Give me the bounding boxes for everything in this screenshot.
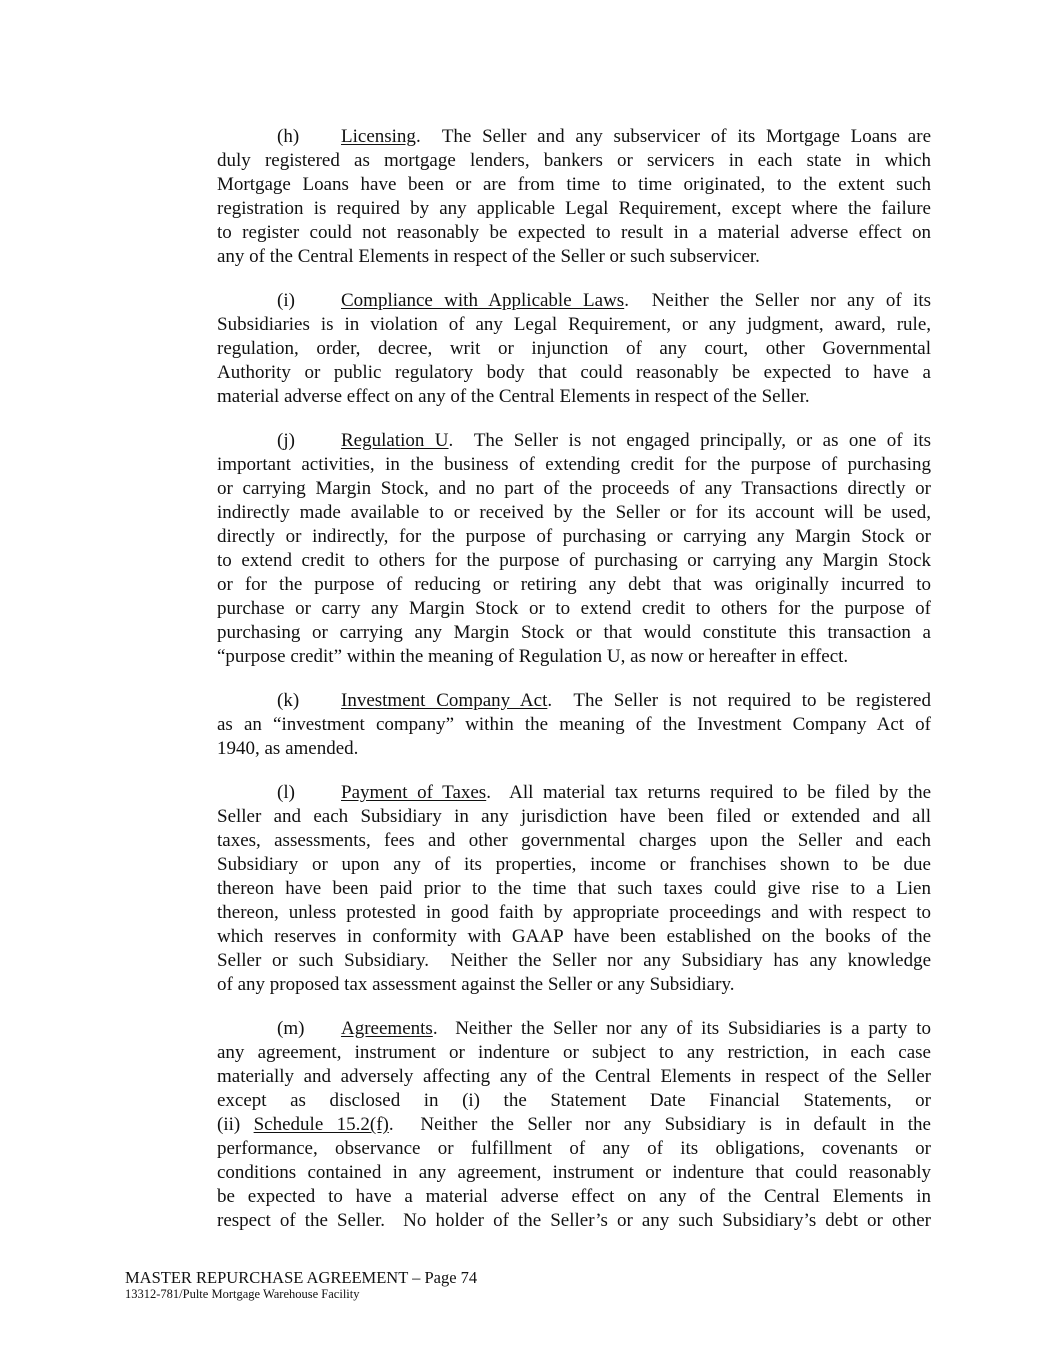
text-line: to extend credit to others for the purpose of purchasing or carrying any Margin Stock bbox=[217, 550, 931, 571]
text-line: performance, observance or fulfillment of any of its obligations, covenants or bbox=[217, 1138, 931, 1159]
section-paragraph bbox=[217, 689, 931, 761]
text-line: Subsidiaries is in violation of any Legal Requirement, or any judgment, award, rule, bbox=[217, 314, 931, 335]
section-heading: Compliance with Applicable Laws bbox=[341, 290, 625, 311]
text-line: duly registered as mortgage lenders, bankers or servicers in each state in which bbox=[217, 150, 931, 171]
text-line: (m) Agreements. Neither the Seller nor any of its Subsidiaries is a party to bbox=[277, 1018, 931, 1039]
section-paragraph bbox=[217, 125, 931, 269]
text-line: (i) Compliance with Applicable Laws. Neither the Seller nor any of its bbox=[277, 290, 931, 311]
footer-reference: 13312-781/Pulte Mortgage Warehouse Facility bbox=[125, 1287, 360, 1301]
text-line bbox=[217, 1113, 931, 1137]
section-label: (h) bbox=[277, 126, 300, 147]
section-heading: Investment Company Act bbox=[341, 690, 548, 711]
text-line: Authority or public regulatory body that could reasonably be expected to have a bbox=[217, 362, 931, 383]
text-line: to register could not reasonably be expected to result in a material adverse effect on bbox=[217, 222, 931, 243]
page-footer bbox=[125, 1268, 477, 1302]
section-paragraph bbox=[217, 429, 931, 669]
text-line: (h) Licensing. The Seller and any subservicer of its Mortgage Loans are bbox=[277, 126, 931, 147]
section-paragraph bbox=[217, 289, 931, 409]
text-line: purchasing or carrying any Margin Stock or that would constitute this transaction a bbox=[217, 622, 931, 643]
text-line: thereon have been paid prior to the time that such taxes could give rise to a Lien bbox=[217, 878, 931, 899]
text-line: directly or indirectly, for the purpose of purchasing or carrying any Margin Stock or bbox=[217, 526, 931, 547]
text-line: Mortgage Loans have been or are from time to time originated, to the extent such bbox=[217, 174, 931, 195]
text-line: any agreement, instrument or indenture or subject to any restriction, in each case bbox=[217, 1042, 931, 1063]
footer-title: MASTER REPURCHASE AGREEMENT – Page 74 bbox=[125, 1268, 478, 1287]
text-line: be expected to have a material adverse effect on any of the Central Elements in bbox=[217, 1186, 931, 1207]
document-body bbox=[217, 125, 931, 1253]
text-line: 1940, as amended. bbox=[217, 738, 359, 759]
text-line: purchase or carry any Margin Stock or to extend credit to others for the purpose of bbox=[217, 598, 931, 619]
section-heading: Payment of Taxes bbox=[341, 782, 487, 803]
section-label: (i) bbox=[277, 290, 295, 311]
section-label: (m) bbox=[277, 1018, 305, 1039]
text-line: registration is required by any applicable Legal Requirement, except where the failure bbox=[217, 198, 931, 219]
text-line: (k) Investment Company Act. The Seller is not required to be registered bbox=[277, 690, 931, 711]
text-line: as an “investment company” within the meaning of the Investment Company Act of bbox=[217, 714, 931, 735]
section-paragraph bbox=[217, 1017, 931, 1233]
text-line: Subsidiary or upon any of its properties, income or franchises shown to be due bbox=[217, 854, 931, 875]
section-heading: Agreements bbox=[341, 1018, 433, 1039]
text-line: material adverse effect on any of the Central Elements in respect of the Seller. bbox=[217, 386, 810, 407]
text-segment: . Neither the Seller nor any Subsidiary is in default in the bbox=[388, 1114, 931, 1135]
text-line: materially and adversely affecting any of the Central Elements in respect of the Seller bbox=[217, 1066, 931, 1087]
text-line: important activities, in the business of extending credit for the purpose of purchasing bbox=[217, 454, 931, 475]
text-line: “purpose credit” within the meaning of Regulation U, as now or hereafter in effect. bbox=[217, 646, 849, 667]
text-line: regulation, order, decree, writ or injunction of any court, other Governmental bbox=[217, 338, 931, 359]
text-line: conditions contained in any agreement, instrument or indenture that could reasonably bbox=[217, 1162, 931, 1183]
text-line: taxes, assessments, fees and other governmental charges upon the Seller and each bbox=[217, 830, 931, 851]
text-line: except as disclosed in (i) the Statement Date Financial Statements, or bbox=[217, 1090, 931, 1111]
text-line: (j) Regulation U. The Seller is not engaged principally, or as one of its bbox=[277, 430, 931, 451]
section-heading: Licensing bbox=[341, 126, 416, 147]
text-line: or carrying Margin Stock, and no part of the proceeds of any Transactions directly or bbox=[217, 478, 931, 499]
text-line: respect of the Seller. No holder of the Seller’s or any such Subsidiary’s debt or other bbox=[217, 1210, 931, 1231]
text-line: indirectly made available to or received by the Seller or for its account will be used, bbox=[217, 502, 931, 523]
section-label: (l) bbox=[277, 782, 295, 803]
text-line: Seller and each Subsidiary in any jurisdiction have been filed or extended and all bbox=[217, 806, 931, 827]
schedule-reference: Schedule 15.2(f) bbox=[253, 1114, 389, 1135]
section-label: (k) bbox=[277, 690, 300, 711]
section-paragraph bbox=[217, 781, 931, 997]
section-label: (j) bbox=[277, 430, 295, 451]
text-line: of any proposed tax assessment against the Seller or any Subsidiary. bbox=[217, 974, 735, 995]
text-line: any of the Central Elements in respect of the Seller or such subservicer. bbox=[217, 246, 760, 267]
section-heading: Regulation U bbox=[341, 430, 449, 451]
text-line: which reserves in conformity with GAAP have been established on the books of the bbox=[217, 926, 931, 947]
text-segment: (ii) bbox=[217, 1114, 254, 1135]
text-line: or for the purpose of reducing or retiring any debt that was originally incurred to bbox=[217, 574, 931, 595]
text-line: (l) Payment of Taxes. All material tax returns required to be filed by the bbox=[277, 782, 931, 803]
text-line: Seller or such Subsidiary. Neither the Seller nor any Subsidiary has any knowledge bbox=[217, 950, 931, 971]
text-line: thereon, unless protested in good faith by appropriate proceedings and with respect to bbox=[217, 902, 931, 923]
